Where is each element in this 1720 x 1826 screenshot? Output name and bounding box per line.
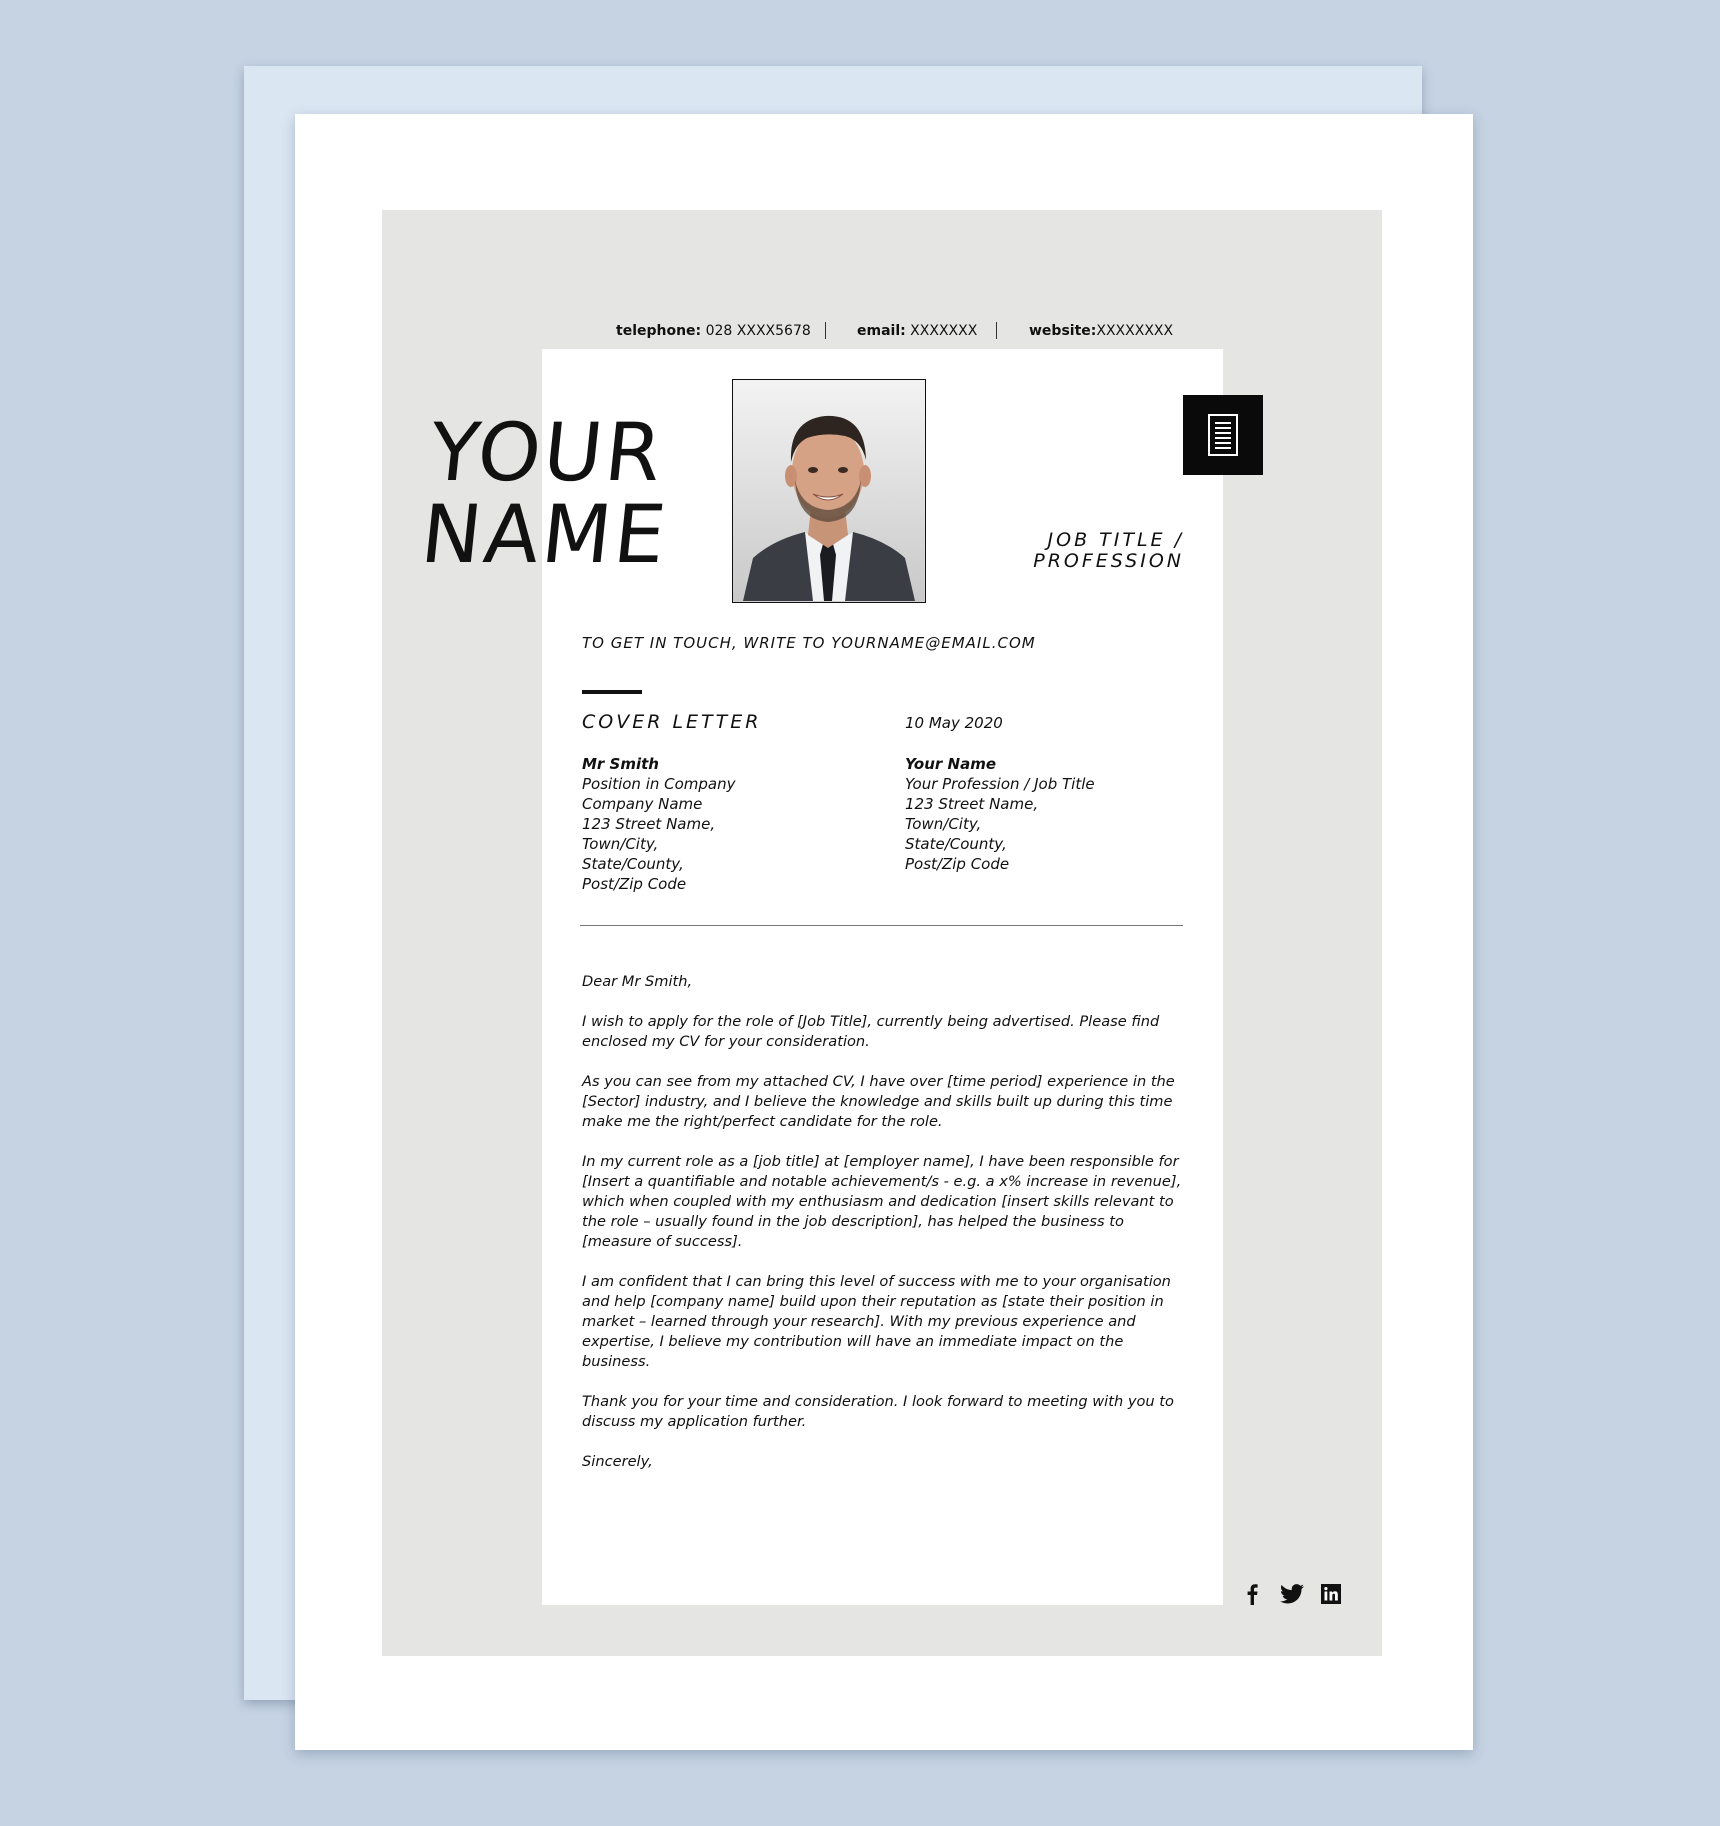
email: email: XXXXXXX: [857, 323, 978, 339]
paragraph: Thank you for your time and consideration. I look forward to meeting with you to discuss my application further.: [582, 1393, 1174, 1430]
contact-bar: [382, 318, 1382, 344]
recipient-address: Mr Smith Position in Company Company Name 123 Street Name, Town/City, State/County, Post/Zip Code: [582, 755, 736, 893]
paragraph: I wish to apply for the role of [Job Title], currently being advertised. Please find enclosed my CV for your consideration.: [582, 1013, 1160, 1050]
name-heading: YOUR NAME: [416, 406, 673, 581]
profile-photo: [732, 379, 926, 603]
portrait-image: [733, 380, 924, 601]
linkedin-icon[interactable]: [1320, 1583, 1342, 1605]
website: website:XXXXXXXX: [1029, 323, 1174, 339]
job-title: JOB TITLE / PROFESSION: [1033, 529, 1184, 572]
separator: [825, 322, 826, 339]
facebook-icon[interactable]: [1241, 1583, 1263, 1605]
letter-date: 10 May 2020: [905, 714, 1003, 732]
accent-bar: [582, 690, 642, 694]
letter-body: [582, 972, 1192, 1492]
document-icon: [1183, 395, 1263, 475]
paragraph: In my current role as a [job title] at [employer name], I have been responsible for [Insert a quantifiable and notable achievement/s - e.g. a x% increase in revenue], which when coupled with my enthusiasm and dedication [insert skills relevant to the role – usually found in the job description], has helped the business to [measure of success].: [582, 1153, 1182, 1250]
paragraph: As you can see from my attached CV, I have over [time period] experience in the [Sector] industry, and I believe the knowledge and skills built up during this time make me the right/perfect candidate for the role.: [582, 1073, 1175, 1130]
contact-email-line: TO GET IN TOUCH, WRITE TO YOURNAME@EMAIL.COM: [582, 634, 1036, 652]
divider: [580, 925, 1183, 926]
cover-letter-heading: COVER LETTER: [582, 711, 762, 733]
closing: Sincerely,: [582, 1453, 653, 1470]
separator: [996, 322, 997, 339]
telephone: telephone: 028 XXXX5678: [616, 323, 811, 339]
paragraph: I am confident that I can bring this level of success with me to your organisation and help [company name] build upon their reputation as [state their position in market – learned through your research]. With my previous experience and expertise, I believe my contribution will have an immediate impact on the business.: [582, 1273, 1171, 1370]
sender-address: Your Name Your Profession / Job Title 123 Street Name, Town/City, State/County, Post/Zip Code: [905, 755, 1095, 873]
twitter-icon[interactable]: [1279, 1583, 1305, 1605]
salutation: Dear Mr Smith,: [582, 973, 693, 990]
